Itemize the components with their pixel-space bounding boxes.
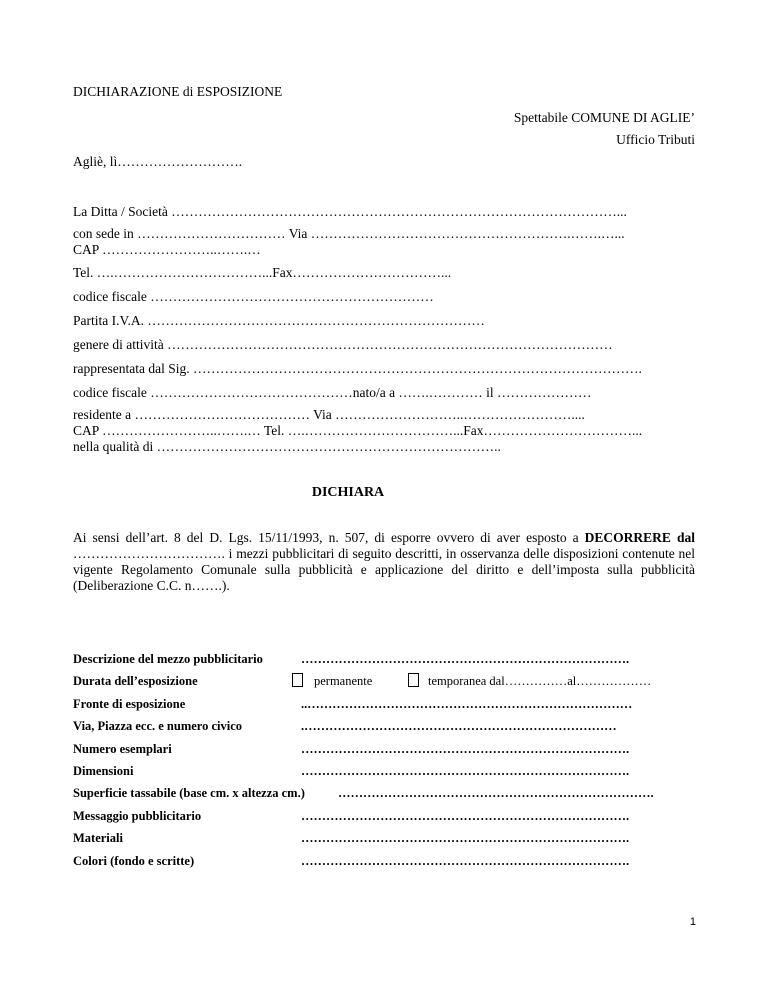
detail-field-colors[interactable]: …………………………………………………………………….	[301, 854, 630, 868]
detail-field-front[interactable]: ..……………………………………………………………………	[301, 697, 633, 711]
paragraph-text-end: ……………………………. i mezzi pubblicitari di seguito descritti, in osservanza delle disposizioni contenute nel vigente Regolamento Comunale sulla pubblicità e applicazione del diritto e dell’imposta sulla pubblicità (Deliberazione C.C. n…….).	[73, 546, 695, 593]
detail-label-colors: Colori (fondo e scritte)	[73, 854, 195, 868]
declaration-paragraph	[73, 530, 695, 594]
document-title: DICHIARAZIONE di ESPOSIZIONE	[73, 84, 283, 99]
detail-label-front: Fronte di esposizione	[73, 697, 186, 711]
paragraph-bold-text: DECORRERE dal	[584, 530, 695, 545]
residence-field[interactable]: residente a ………………………………… Via ………………………..……………………....	[73, 407, 585, 422]
headquarters-address-field[interactable]: con sede in …………………………… Via ………………………………………………….…….…...	[73, 226, 625, 241]
detail-field-copies[interactable]: …………………………………………………………………….	[301, 742, 630, 756]
temporary-option-field[interactable]: temporanea dal……………al………………	[428, 674, 652, 688]
recipient-line-1: Spettabile COMUNE DI AGLIE’	[513, 110, 695, 125]
representative-tax-code-field[interactable]: codice fiscale ………………………………………nato/a a …….………… il …………………	[73, 385, 592, 400]
detail-label-address: Via, Piazza ecc. e numero civico	[73, 719, 243, 733]
detail-field-description[interactable]: …………………………………………………………………….	[301, 652, 630, 666]
representative-cap-tel-fax-field[interactable]: CAP ……………………..…….… Tel. ….……………………………...Fax……………………………...	[73, 423, 643, 438]
temporary-checkbox[interactable]	[408, 673, 419, 687]
permanent-option-label: permanente	[314, 674, 373, 688]
detail-label-materials: Materiali	[73, 831, 123, 845]
place-date-field[interactable]: Agliè, lì……………………….	[73, 154, 243, 169]
activity-type-field[interactable]: genere di attività ………………………………………………………………………………………	[73, 337, 613, 352]
detail-label-duration: Durata dell’esposizione	[73, 674, 198, 688]
detail-field-dimensions[interactable]: …………………………………………………………………….	[301, 764, 630, 778]
detail-label-taxable-area: Superficie tassabile (base cm. x altezza cm.)	[73, 786, 305, 800]
tel-fax-field[interactable]: Tel. ….……………………………...Fax……………………………...	[73, 265, 452, 280]
detail-label-dimensions: Dimensioni	[73, 764, 134, 778]
company-field[interactable]: La Ditta / Società ………………………………………………………………………………………...	[73, 204, 627, 219]
paragraph-text-start: Ai sensi dell’art. 8 del D. Lgs. 15/11/1993, n. 507, di esporre ovvero di aver esposto a	[73, 530, 585, 545]
detail-label-copies: Numero esemplari	[73, 742, 172, 756]
page-number: 1	[689, 916, 696, 928]
permanent-checkbox[interactable]	[292, 673, 303, 687]
representative-field[interactable]: rappresentata dal Sig. ……………………………………………………………………………………….	[73, 361, 642, 376]
detail-label-description: Descrizione del mezzo pubblicitario	[73, 652, 263, 666]
section-heading: DICHIARA	[311, 486, 385, 500]
detail-label-message: Messaggio pubblicitario	[73, 809, 202, 823]
cap-field[interactable]: CAP ……………………..…….…	[73, 242, 261, 257]
tax-code-field[interactable]: codice fiscale ………………………………………………………	[73, 289, 434, 304]
detail-field-address[interactable]: .…………………………………………………………………	[301, 719, 617, 733]
role-field[interactable]: nella qualità di …………………………………………………………………..	[73, 439, 501, 454]
vat-number-field[interactable]: Partita I.V.A. …………………………………………………………………	[73, 313, 485, 328]
detail-field-taxable-area[interactable]: ………………………………………………………………….	[338, 786, 654, 800]
detail-field-message[interactable]: …………………………………………………………………….	[301, 809, 630, 823]
recipient-line-2: Ufficio Tributi	[616, 132, 695, 147]
detail-field-materials[interactable]: …………………………………………………………………….	[301, 831, 630, 845]
